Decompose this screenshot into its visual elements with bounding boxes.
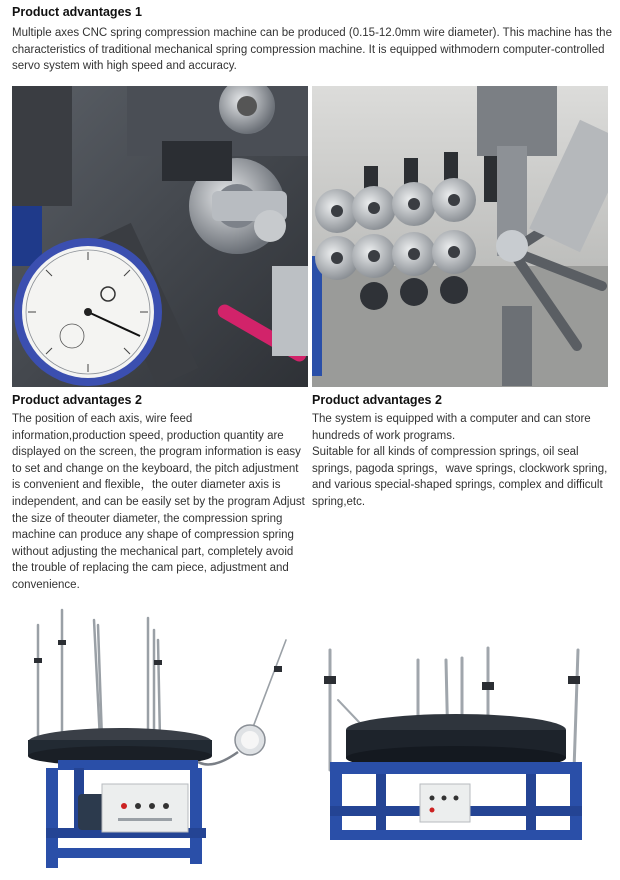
section-3-body-line-1: The system is equipped with a computer and can store hundreds of work programs. — [312, 413, 591, 442]
dial-gauge-closeup-photo — [12, 86, 308, 387]
section-1-body: Multiple axes CNC spring compression machine can be produced (0.15-12.0mm wire diameter). This machine has the characteristics of traditional mechanical spring compression machine. It is equipped withmodern computer-controlled servo system with high speed and accuracy. — [12, 27, 612, 73]
section-3-heading: Product advantages 2 — [312, 393, 442, 407]
section-3-body-line-2: Suitable for all kinds of compression springs, oil seal springs, pagoda springs，wave springs, clockwork spring, and various special-shaped springs, complex and difficult spring,etc. — [312, 446, 608, 508]
section-3-body — [312, 411, 608, 511]
section-2-body: The position of each axis, wire feed information,production speed, production quantity are displayed on the screen, the program information is easy to set and change on the keyboard, the pitch adjustment is convenient and flexible，the outer diameter axis is independent, and can be easily set by the program Adjust the size of theouter diameter, the compression spring machine can produce any shape of compression spring without adjusting the mechanical part, completely avoid the trouble of replacing the cam piece, adjustment and convenience. — [12, 413, 305, 591]
spring-machine-photo-right — [316, 630, 598, 850]
spring-machine-photo-left — [18, 600, 298, 872]
section-1-heading: Product advantages 1 — [12, 5, 142, 19]
multi-axis-tooling-photo — [312, 86, 608, 387]
section-2-heading: Product advantages 2 — [12, 393, 142, 407]
